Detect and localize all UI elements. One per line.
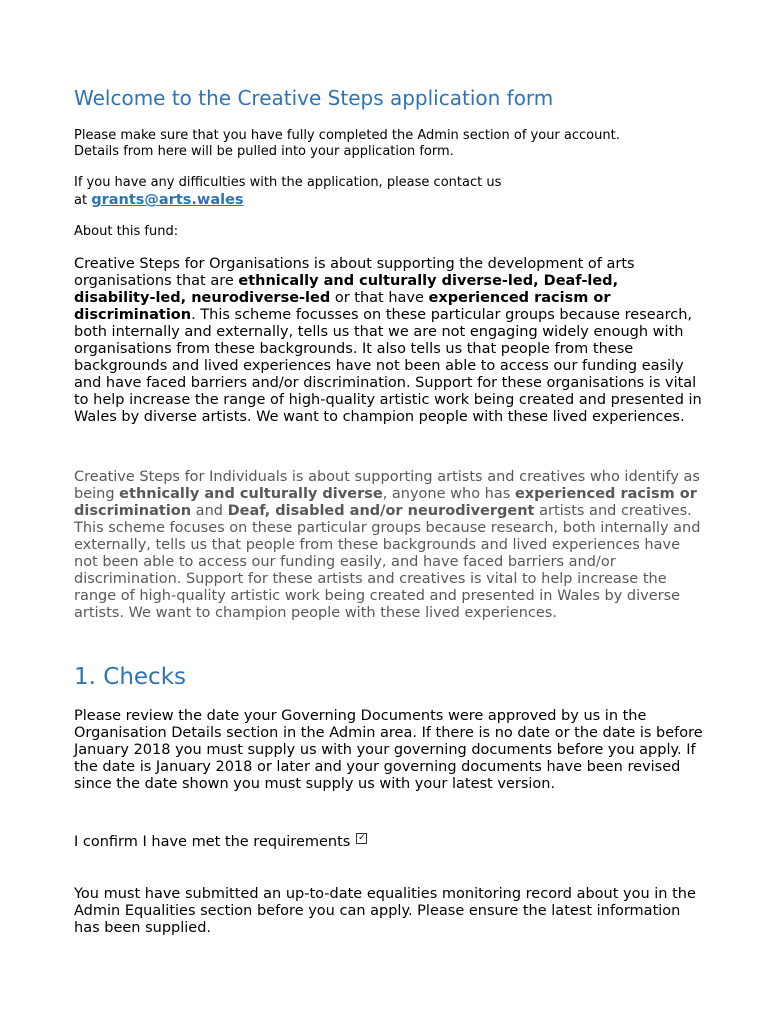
- ind-text-3: and: [191, 503, 228, 519]
- confirm-checkbox[interactable]: [356, 833, 367, 844]
- individuals-paragraph: [74, 469, 704, 622]
- ind-text-1: Creative Steps for Individuals is about supporting artists and creatives who identify as being: [74, 469, 700, 502]
- ind-text-2: , anyone who has: [382, 486, 515, 502]
- org-bold-2: experienced racism or discrimination: [74, 290, 611, 323]
- intro-line-1: Please make sure that you have fully completed the Admin section of your account.: [74, 128, 620, 143]
- ind-bold-3: Deaf, disabled and/or neurodivergent: [227, 503, 535, 519]
- equalities-text: You must have submitted an up-to-date equalities monitoring record about you in the Admin Equalities section before you can apply. Please ensure the latest information has been supplied.: [74, 886, 696, 936]
- intro-line-2: Details from here will be pulled into your application form.: [74, 144, 454, 159]
- org-bold-1: ethnically and culturally diverse-led, Deaf-led, disability-led, neurodiverse-led: [74, 273, 619, 306]
- about-label: About this fund:: [74, 224, 179, 239]
- contact-text: [74, 175, 704, 209]
- org-text-1: Creative Steps for Organisations is about supporting the development of arts organisations that are: [74, 256, 635, 289]
- email-link[interactable]: grants@arts.wales: [91, 192, 244, 208]
- ind-bold-1: ethnically and culturally diverse: [119, 486, 383, 502]
- org-text-2: or that have: [330, 290, 429, 306]
- ind-bold-2: experienced racism or discrimination: [74, 486, 697, 519]
- checks-heading: 1. Checks: [74, 664, 186, 690]
- ind-text-4: artists and creatives. This scheme focuses on these particular groups because research, both internally and externally, tells us that people from these backgrounds and lived experiences have not been able to access our funding easily, and have faced barriers and/or discrimination. Support for these artists and creatives is vital to help increase the range of high-quality artistic work being created and presented in Wales by diverse artists. We want to champion people with these lived experiences.: [74, 503, 701, 621]
- page-title: Welcome to the Creative Steps application form: [74, 86, 554, 110]
- governing-docs-text: Please review the date your Governing Documents were approved by us in the Organisation Details section in the Admin area. If there is no date or the date is before January 2018 you must supply us with your governing documents before you apply. If the date is January 2018 or later and your governing documents have been revised since the date shown you must supply us with your latest version.: [74, 708, 703, 792]
- contact-prefix: at: [74, 193, 88, 208]
- contact-line-1: If you have any difficulties with the application, please contact us: [74, 175, 502, 190]
- intro-text: [74, 128, 704, 160]
- confirm-row: [74, 834, 704, 851]
- organisations-paragraph: [74, 256, 704, 426]
- org-text-3: . This scheme focusses on these particular groups because research, both internally and externally, tells us that we are not engaging widely enough with organisations from these backgrounds. It also tells us that people from these backgrounds and lived experiences have not been able to access our funding easily and have faced barriers and/or discrimination. Support for these organisations is vital to help increase the range of high-quality artistic work being created and presented in Wales by diverse artists. We want to champion people with these lived experiences.: [74, 307, 702, 425]
- confirm-label: I confirm I have met the requirements: [74, 834, 351, 850]
- checkmark-icon: ✓: [358, 833, 366, 843]
